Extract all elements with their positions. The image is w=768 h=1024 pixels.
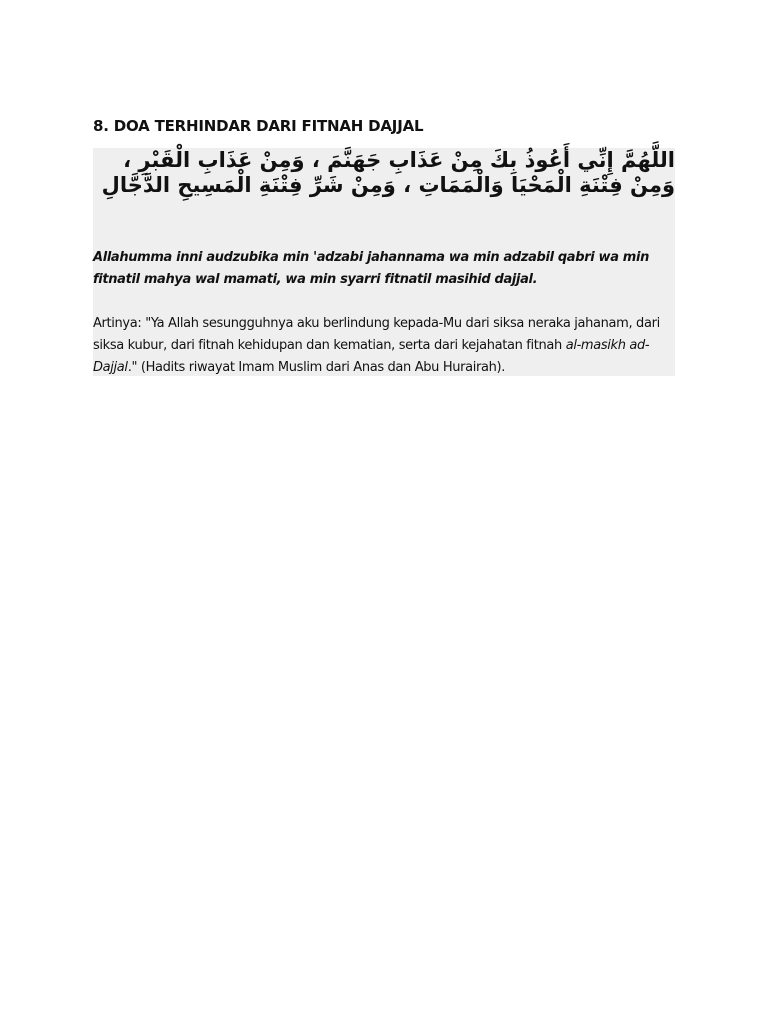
prayer-panel [93,148,675,376]
translation-paragraph [93,313,675,379]
latin-transliteration: Allahumma inni audzubika min 'adzabi jahannama wa min adzabil qabri wa min fitnatil mahya wal mamati, wa min syarri fitnatil masihid dajjal. [93,250,649,287]
translation-emphasis: al-masikh ad-Dajjal [93,338,650,375]
translation-source: ." (Hadits riwayat Imam Muslim dari Anas dan Abu Hurairah). [127,360,506,375]
section-heading: 8. DOA TERHINDAR DARI FITNAH DAJJAL [93,117,424,135]
arabic-prayer-text: اللَّهُمَّ إِنِّي أَعُوذُ بِكَ مِنْ عَذَابِ جَهَنَّمَ ، وَمِنْ عَذَابِ الْقَبْرِ ، وَمِنْ فِتْنَةِ الْمَحْيَا وَالْمَمَاتِ ، وَمِنْ شَرِّ فِتْنَةِ الْمَسِيحِ الدَّجَّالِ [101,148,675,197]
translation-text: Artinya: "Ya Allah sesungguhnya aku berlindung kepada-Mu dari siksa neraka jahanam, dari siksa kubur, dari fitnah kehidupan dan kematian, serta dari kejahatan fitnah [93,316,660,353]
